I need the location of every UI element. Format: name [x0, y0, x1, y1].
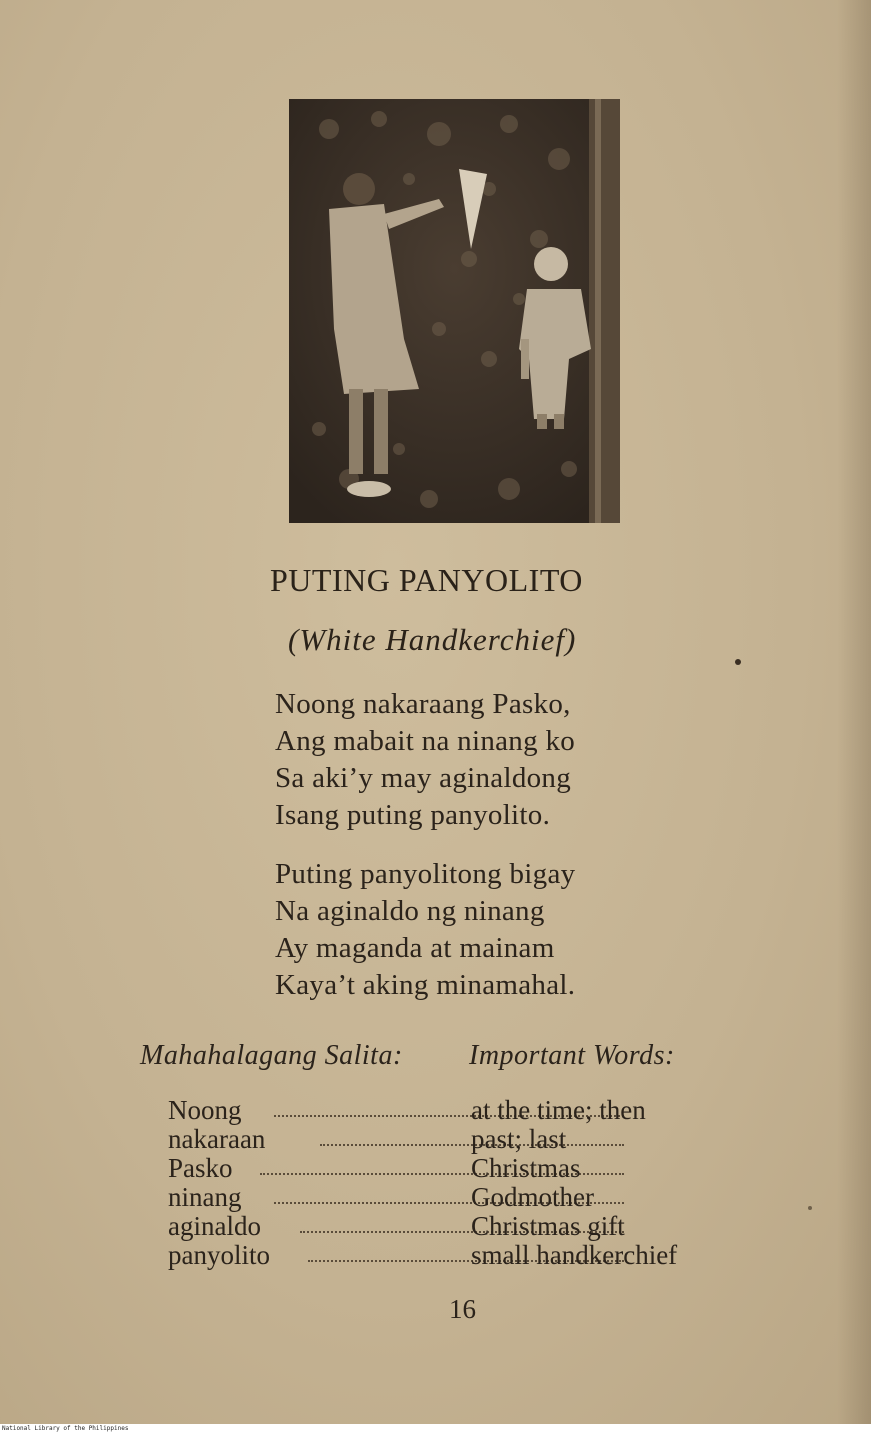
poem-subtitle: (White Handkerchief) [288, 622, 577, 657]
vocab-term: panyolito [168, 1240, 270, 1270]
vocab-meaning: at the time; then [471, 1095, 646, 1125]
vocab-entry [168, 1212, 748, 1241]
page-number: 16 [449, 1294, 476, 1324]
stanza-1 [275, 686, 575, 834]
footer-credit: National Library of the Philippines [2, 1425, 129, 1432]
vocab-meaning: small handkerchief [471, 1240, 678, 1270]
vocab-entry [168, 1096, 748, 1125]
poem-line: Na aginaldo ng ninang [275, 895, 545, 927]
vocab-meaning: Godmother [471, 1182, 594, 1212]
vocab-list [168, 1096, 748, 1270]
ink-speck [808, 1206, 812, 1210]
poem-line: Ay maganda at mainam [275, 932, 555, 964]
vocab-heading-english: Important Words: [469, 1040, 675, 1071]
vocab-entry [168, 1154, 748, 1183]
vocab-heading-tagalog: Mahahalagang Salita: [140, 1040, 403, 1071]
vocab-term: Pasko [168, 1153, 233, 1183]
vocab-meaning: Christmas gift [471, 1211, 625, 1241]
photo-woman-child-handkerchief [289, 99, 620, 523]
poem-line: Isang puting panyolito. [275, 799, 551, 831]
stanza-2 [275, 856, 575, 1004]
vocab-term: Noong [168, 1095, 242, 1125]
poem-line: Ang mabait na ninang ko [275, 725, 576, 757]
vocab-term: ninang [168, 1182, 242, 1212]
ink-speck [735, 659, 741, 665]
poem-line: Puting panyolitong bigay [275, 858, 576, 890]
footer-bar [0, 1424, 871, 1433]
vocab-entry [168, 1241, 748, 1270]
poem-line: Noong nakaraang Pasko, [275, 688, 571, 720]
vocab-term: nakaraan [168, 1124, 266, 1154]
poem-line: Sa aki’y may aginaldong [275, 762, 572, 794]
vocab-entry [168, 1125, 748, 1154]
vocab-entry [168, 1183, 748, 1212]
poem-line: Kaya’t aking minamahal. [275, 969, 576, 1001]
vocab-meaning: Christmas [471, 1153, 581, 1183]
vocab-term: aginaldo [168, 1211, 261, 1241]
vocab-meaning: past; last [471, 1124, 567, 1154]
page-edge-shadow [837, 0, 871, 1424]
poem-title: PUTING PANYOLITO [270, 562, 583, 598]
